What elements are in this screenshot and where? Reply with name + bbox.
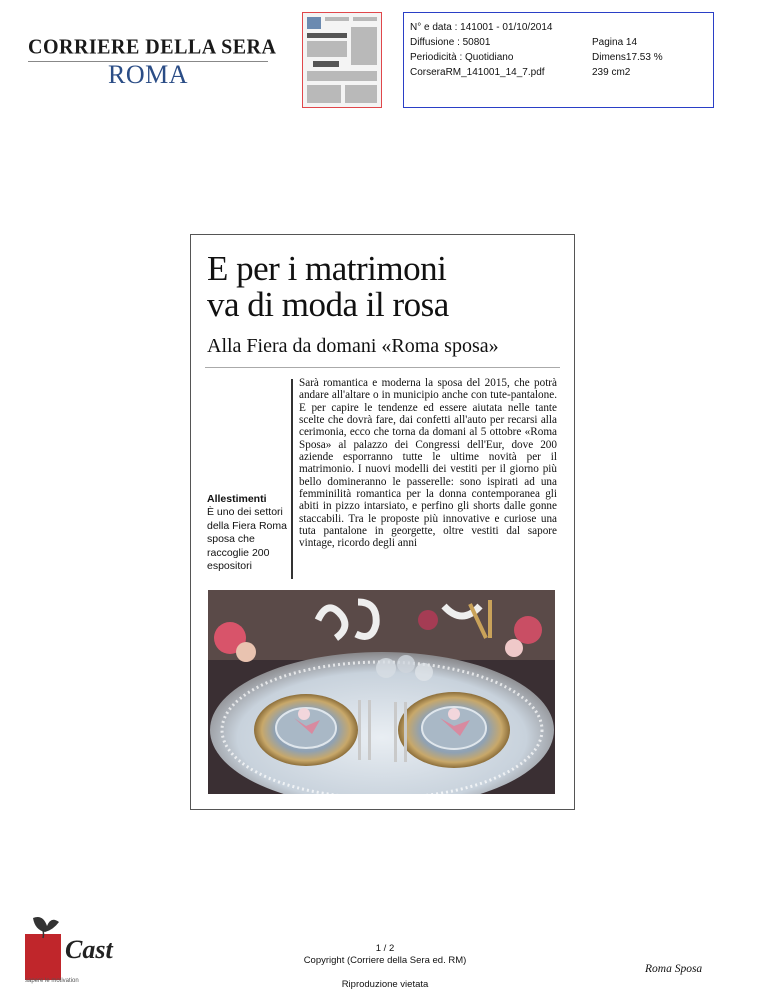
dimension-percent: Dimens17.53 % bbox=[592, 52, 663, 63]
source-filename: CorseraRM_141001_14_7.pdf bbox=[410, 67, 545, 78]
cast-logo-tagline: sapere le motivation bbox=[25, 978, 79, 984]
headline-line-2: va di moda il rosa bbox=[207, 285, 449, 324]
issue-number-date: N° e data : 141001 - 01/10/2014 bbox=[410, 22, 553, 33]
divider bbox=[205, 367, 560, 368]
page-number: Pagina 14 bbox=[592, 37, 638, 48]
reproduction-notice: Riproduzione vietata bbox=[341, 979, 429, 990]
copyright-notice: Copyright (Corriere della Sera ed. RM) bbox=[303, 955, 467, 966]
caption-text: È uno dei settori della Fiera Roma sposa che raccoglie 200 espositori bbox=[207, 506, 287, 573]
article-body: Sarà romantica e moderna la sposa del 2015, che potrà andare all'altare o in municipio anche con tute-pantalone. E per capire le tendenze ed essere aiutata nelle tante scelte che dovrà fare, dai confetti all'auto per recarsi alla cerimonia, ecco che torna da domani al 5 ottobre «Roma Sposa» al palazzo dei Congressi dell'Eur, dove 200 aziende esporranno tutte le ultime novità per il matrimonio. I nuovi modelli dei vestiti per il giorno più bello domineranno le passerelle: sono ispirati ad una femminilità romantica per la donna contemporanea gli abiti in pizzo intarsiato, e perfino gli shorts dalle gonne staccabili. Tra le proposte più innovative e curiose una tuta pantalone in georgette, oltre vestiti dal sapore vintage, ricordo degli anni bbox=[299, 377, 557, 550]
article-clipping bbox=[190, 234, 575, 810]
client-name: Roma Sposa bbox=[645, 963, 703, 975]
circulation: Diffusione : 50801 bbox=[410, 37, 491, 48]
newspaper-masthead bbox=[28, 35, 277, 90]
page-count: 1 / 2 bbox=[375, 943, 395, 954]
headline-line-1: E per i matrimoni bbox=[207, 249, 447, 288]
periodicity: Periodicità : Quotidiano bbox=[410, 52, 514, 63]
cast-logo bbox=[25, 914, 117, 984]
masthead-title: CORRIERE DELLA SERA bbox=[28, 35, 277, 59]
page-thumbnail[interactable] bbox=[302, 12, 382, 108]
article-subheadline: Alla Fiera da domani «Roma sposa» bbox=[207, 335, 499, 357]
page-footer bbox=[280, 943, 490, 991]
press-info-box bbox=[403, 12, 714, 108]
photo-caption bbox=[207, 493, 287, 573]
table-setting-photo bbox=[208, 590, 555, 794]
caption-title: Allestimenti bbox=[207, 493, 267, 505]
column-rule bbox=[291, 379, 293, 579]
area-cm2: 239 cm2 bbox=[592, 67, 631, 78]
cast-logo-wordmark: Cast bbox=[65, 935, 113, 964]
masthead-edition: ROMA bbox=[108, 60, 189, 89]
article-headline bbox=[207, 251, 567, 323]
